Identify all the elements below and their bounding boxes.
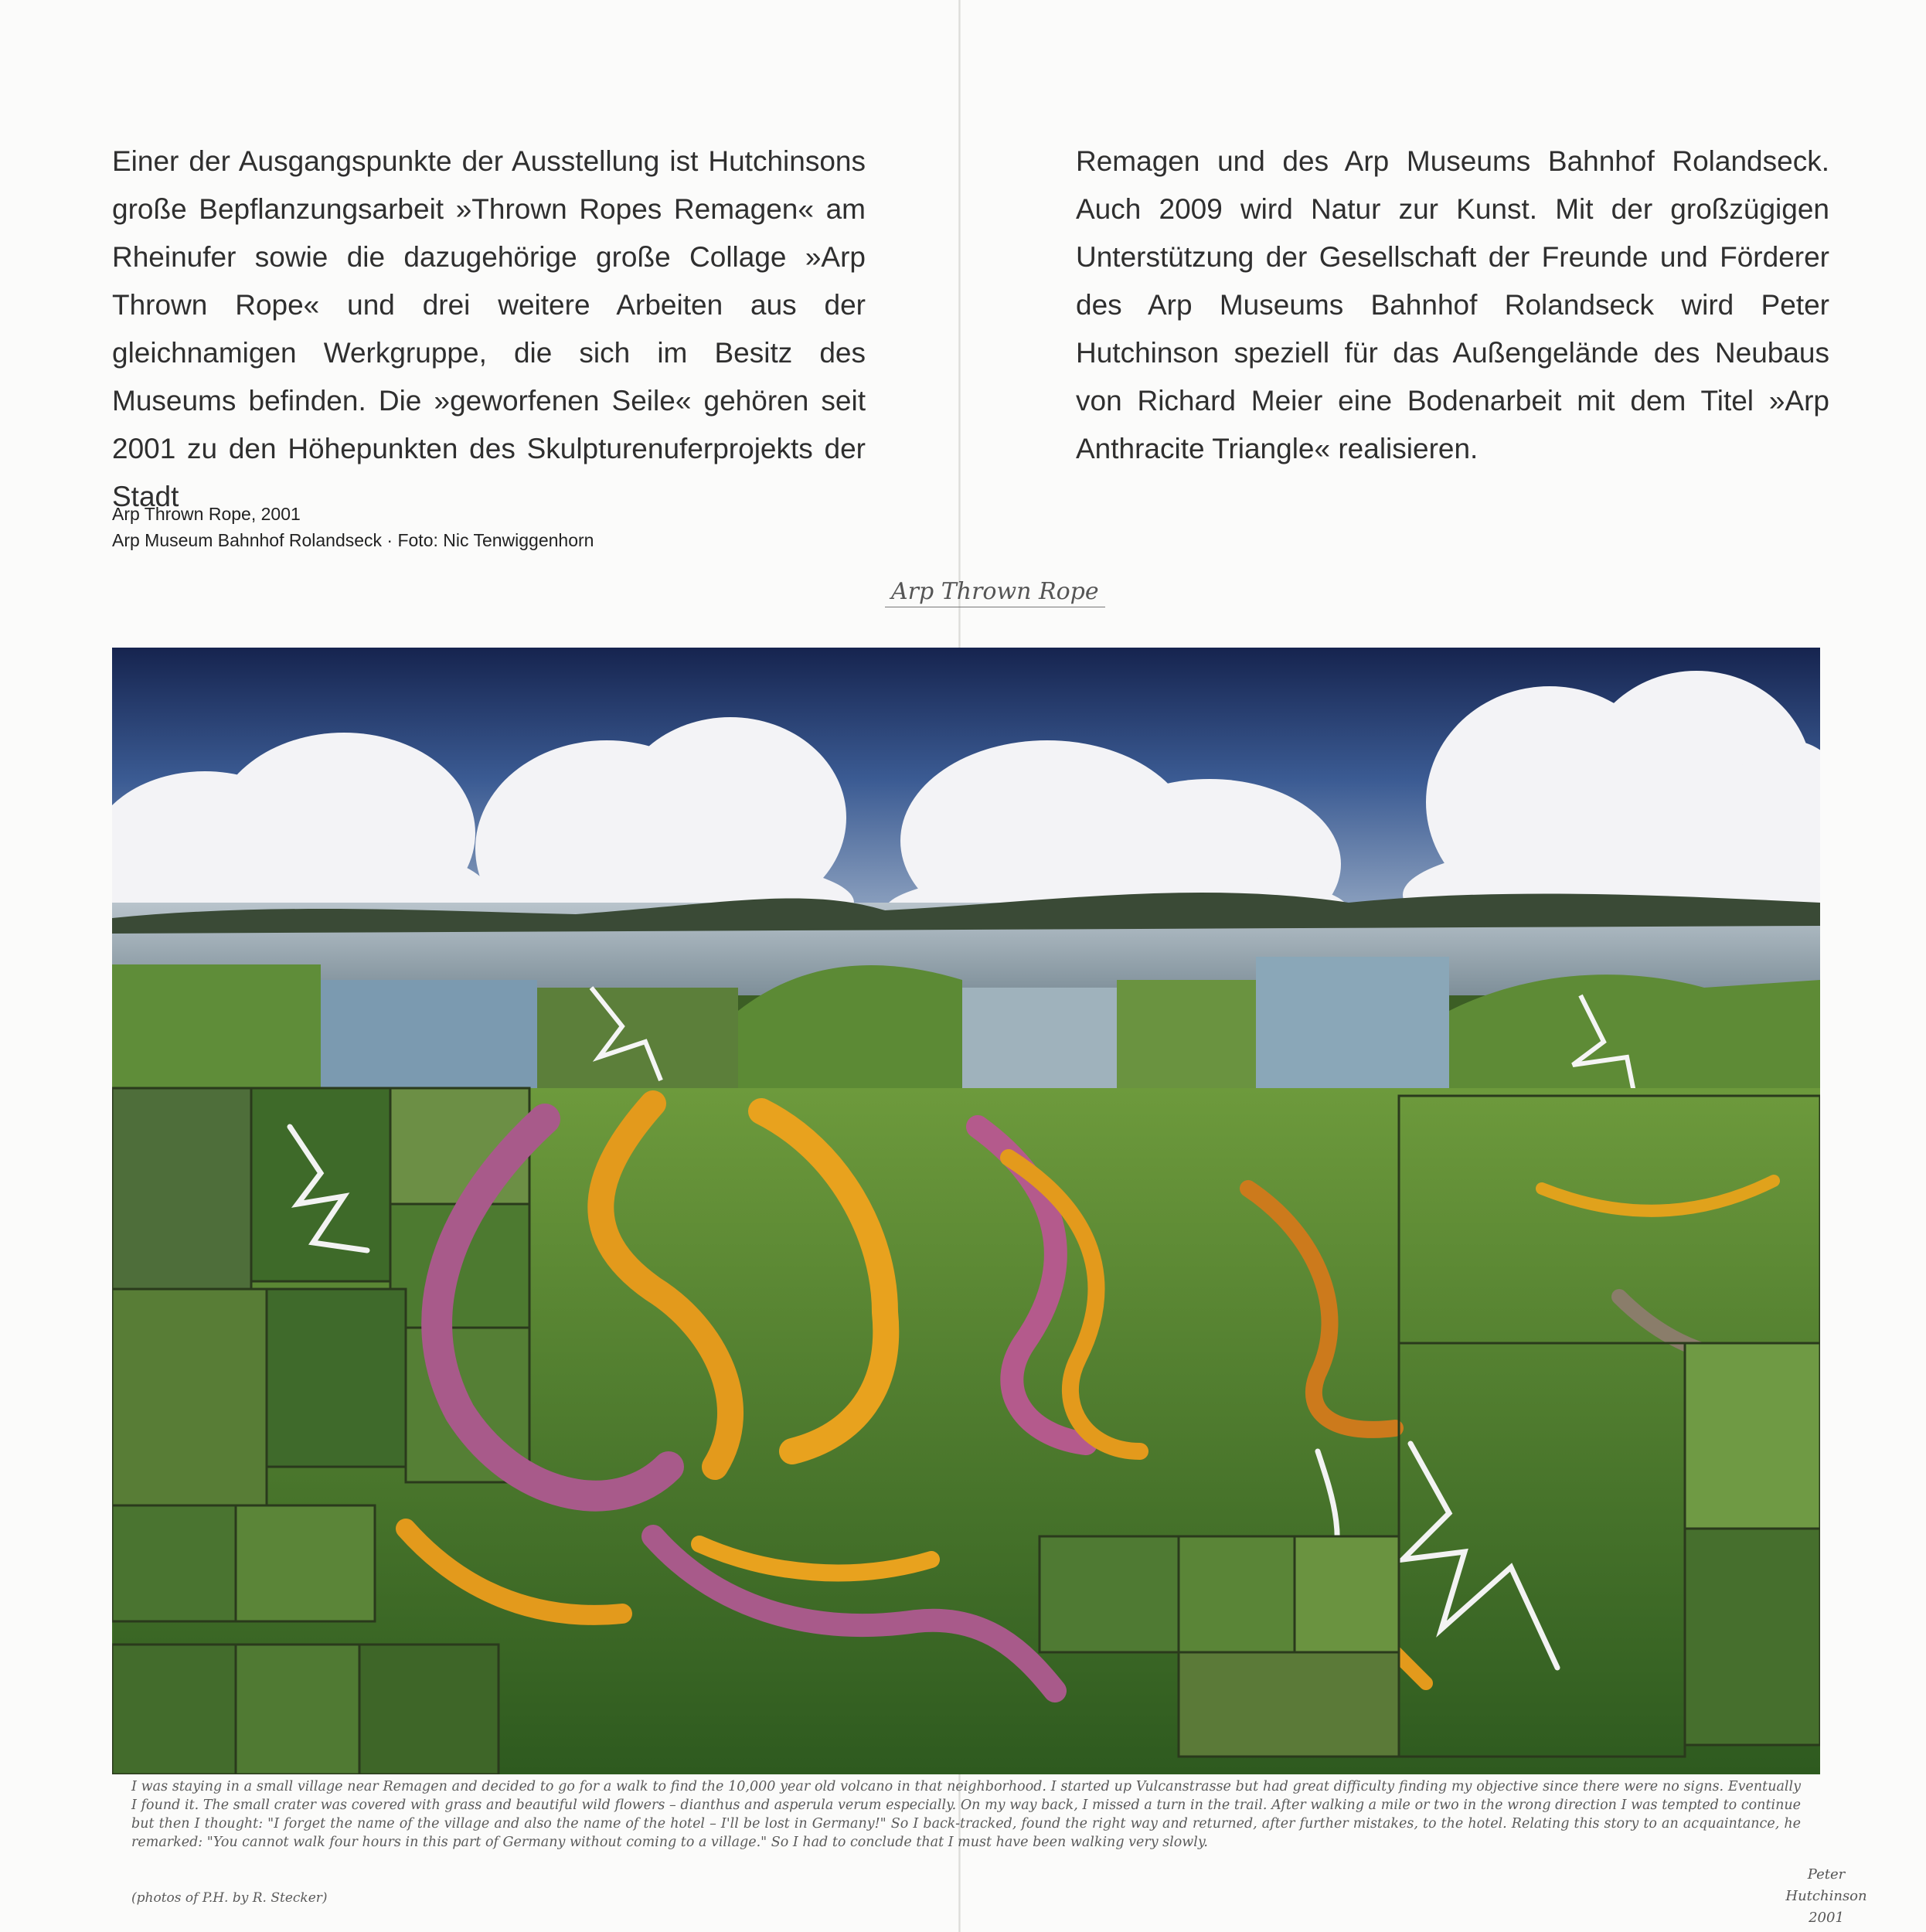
body-text-right-column: Remagen und des Arp Museums Bahnhof Rolandseck. Auch 2009 wird Natur zur Kunst. Mit der großzügigen Unterstützung der Gesellschaft der Freunde und Förderer des Arp Museums Bahnhof Rolandseck wird Peter Hutchinson speziell für das Außengelände des Neubaus von Richard Meier eine Bodenarbeit mit dem Titel »Arp Anthracite Triangle« realisieren. xyxy=(1076,145,1829,464)
signature-name: Peter Hutchinson xyxy=(1785,1866,1867,1904)
image-caption xyxy=(112,501,594,553)
photo-credit-note: (photos of P.H. by R. Stecker) xyxy=(131,1890,328,1906)
signature-year: 2001 xyxy=(1809,1910,1844,1926)
handwritten-title: Arp Thrown Rope xyxy=(885,578,1105,607)
handwritten-note: I was staying in a small village near Remagen and decided to go for a walk to find the 10,000 year old volcano in that neighborhood. I started up Vulcanstrasse but had great difficulty finding my objective since there were no signs. Eventually I found it. The small crater was covered with grass and beautiful wild flowers – dianthus and asperula verum especially. On my way back, I missed a turn in the trail. After walking a mile or two in the wrong direction I was tempted to continue but then I thought: "I forget the name of the village and also the name of the hotel – I'll be lost in Germany!" So I back-tracked, found the right way and returned, after further mistakes, to the hotel. Relating this story to an acquaintance, he remarked: "You cannot walk four hours in this part of Germany without coming to a village." So I had to conclude that I must have been walking very slowly. xyxy=(131,1779,1801,1850)
caption-title: Arp Thrown Rope, 2001 xyxy=(112,504,301,524)
photo-collage xyxy=(112,648,1820,1774)
artist-signature xyxy=(1768,1864,1884,1929)
caption-credit: Arp Museum Bahnhof Rolandseck · Foto: Nic Tenwiggenhorn xyxy=(112,530,594,550)
body-text-left-column: Einer der Ausgangspunkte der Ausstellung ist Hutchinsons große Bepflanzungsarbeit »Thrown Ropes Remagen« am Rheinufer sowie die dazugehörige große Collage »Arp Thrown Rope« und drei weitere Arbeiten aus der gleichnamigen Werkgruppe, die sich im Besitz des Museums befinden. Die »geworfenen Seile« gehören seit 2001 zu den Höhepunkten des Skulpturenuferprojekts der Stadt xyxy=(112,145,866,512)
collage-image xyxy=(112,648,1820,1774)
